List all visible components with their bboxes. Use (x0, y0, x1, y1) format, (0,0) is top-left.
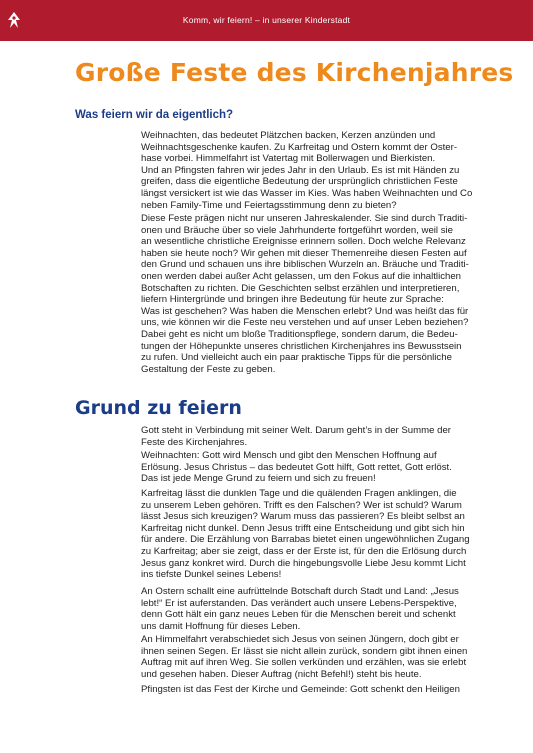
body-paragraph-5 (141, 634, 471, 680)
text-line: zu Karfreitag; aber sie zeigt, dass er der Erste ist, für den die Erlösung durch (141, 545, 467, 557)
text-line: Jesus ganz konkret wird. Durch die hingebungsvolle Liebe Jesu kommt Licht (141, 557, 466, 569)
text-line: an wesentliche christliche Ereignisse erinnern sollen. Doch welche Relevanz (141, 236, 466, 248)
text-line: Weihnachten: Gott wird Mensch und gibt den Menschen Hoffnung auf (141, 450, 437, 461)
text-line: Erlösung. Jesus Christus – das bedeutet Gott hilft, Gott rettet, Gott erlöst. (141, 461, 452, 473)
text-line: den Grund und schauen uns ihre biblischen Wurzeln an. Bräuche und Traditi- (141, 259, 469, 271)
text-line: An Himmelfahrt verabschiedet sich Jesus von seinen Jüngern, doch gibt er (141, 634, 459, 645)
text-line: An Ostern schallt eine aufrüttelnde Botschaft durch Stadt und Land: „Jesus (141, 586, 459, 597)
text-line: Und an Pfingsten fahren wir jedes Jahr in den Urlaub. Es ist mit Händen zu (141, 164, 460, 176)
text-line: und gesehen haben. Dieser Auftrag (nicht Befehl!) steht bis heute. (141, 668, 422, 680)
text-line: zu rufen. Und vielleicht auch ein paar praktische Tipps für die persönliche (141, 352, 452, 364)
subheading: Was feiern wir da eigentlich? (75, 109, 234, 121)
text-line: für andere. Die Erzählung von Barrabas bietet einen ungewöhnlichen Zugang (141, 534, 470, 546)
text-line: Das ist jede Menge Grund zu feiern und sich zu freuen! (141, 473, 376, 485)
text-line: Gestaltung der Feste zu geben. (141, 363, 276, 375)
running-header: Komm, wir feiern! – in unserer Kinderstadt (182, 15, 351, 25)
text-line: lebt!“ Er ist auferstanden. Das verändert auch unsere Lebens-Perspektive, (141, 597, 457, 609)
text-line: liefern Hintergründe und bringen ihre Bedeutung für heute zur Sprache: (141, 294, 444, 306)
text-line: Gott steht in Verbindung mit seiner Welt. Darum geht’s in der Summe der (141, 425, 451, 436)
text-line: Weihnachtsgeschenke kaufen. Zu Karfreitag und Ostern kommt der Oster- (141, 141, 458, 153)
text-line: längst versickert ist wie das Wasser im Kies. Was haben Weihnachten und Co (141, 187, 473, 199)
text-line: Auftrag mit auf ihren Weg. Sie sollen verkünden und erzählen, was sie erlebt (141, 657, 467, 669)
text-line: Karfreitag nicht dunkel. Denn Jesus trifft eine Entscheidung und gibt sich hin (141, 522, 465, 534)
text-line: Botschaften zu richten. Die Geschichten selbst erzählen und interpretieren, (141, 282, 460, 294)
header-bar (0, 0, 533, 41)
body-paragraph-3 (141, 488, 471, 581)
intro-paragraph-1 (141, 130, 471, 211)
text-line: zu unserem Leben gehören. Trifft es den Falschen? Wer ist schuld? Warum (141, 499, 462, 511)
text-line: Weihnachten, das bedeutet Plätzchen backen, Kerzen anzünden und (141, 130, 436, 141)
page-title: Große Feste des Kirchenjahres (75, 58, 514, 87)
text-line: Diese Feste prägen nicht nur unseren Jahreskalender. Sie sind durch Traditi- (141, 213, 468, 224)
text-line: ihnen seinen Segen. Er lässt sie nicht allein zurück, sondern gibt ihnen einen (141, 645, 468, 657)
text-line: neben Family-Time und Feiertagsstimmung denn zu bieten? (141, 199, 397, 211)
text-line: uns, wie können wir die Feste neu verstehen und auf unser Leben beziehen? (141, 317, 469, 329)
text-line: hase vorbei. Himmelfahrt ist Vatertag mit Bollerwagen und Bierkisten. (141, 153, 436, 165)
text-line: lässt Jesus sich kreuzigen? Warum muss das passieren? Es bleibt selbst an (141, 511, 465, 523)
text-line: denn Gott hält ein ganz neues Leben für die Menschen bereit und schenkt (141, 609, 456, 621)
body-paragraph-6 (141, 684, 471, 696)
text-line: Karfreitag lässt die dunklen Tage und die quälenden Fragen anklingen, die (141, 488, 457, 499)
text-line: greifen, dass die eigentliche Bedeutung der ursprünglich christlichen Feste (141, 176, 458, 188)
text-line: Pfingsten ist das Fest der Kirche und Gemeinde: Gott schenkt den Heiligen (141, 684, 460, 695)
text-line: Was ist geschehen? Was haben die Menschen erlebt? Und was heißt das für (141, 305, 469, 317)
section-heading: Grund zu feiern (75, 397, 242, 419)
text-line: uns damit Hoffnung für dieses Leben. (141, 620, 301, 632)
text-line: haben sie heute noch? Wir gehen mit dieser Themenreihe diesen Festen auf (141, 247, 467, 259)
text-line: Dabei geht es nicht um bloße Traditionspflege, sondern darum, die Bedeu- (141, 328, 458, 340)
text-line: Feste des Kirchenjahres. (141, 436, 248, 448)
text-line: onen werden dabei außer Acht gelassen, um den Fokus auf die inhaltlichen (141, 270, 461, 282)
body-paragraph-1 (141, 425, 471, 448)
intro-paragraph-2 (141, 213, 471, 375)
body-paragraph-2 (141, 450, 471, 485)
text-line: tungen der Höhepunkte unseres christlichen Kirchenjahres ins Bewusstsein (141, 340, 462, 352)
text-line: ins tiefste Dunkel seines Lebens! (141, 569, 282, 581)
body-paragraph-4 (141, 586, 471, 632)
text-line: onen und Bräuche über so viele Jahrhunderte fortgeführt worden, weil sie (141, 224, 453, 236)
